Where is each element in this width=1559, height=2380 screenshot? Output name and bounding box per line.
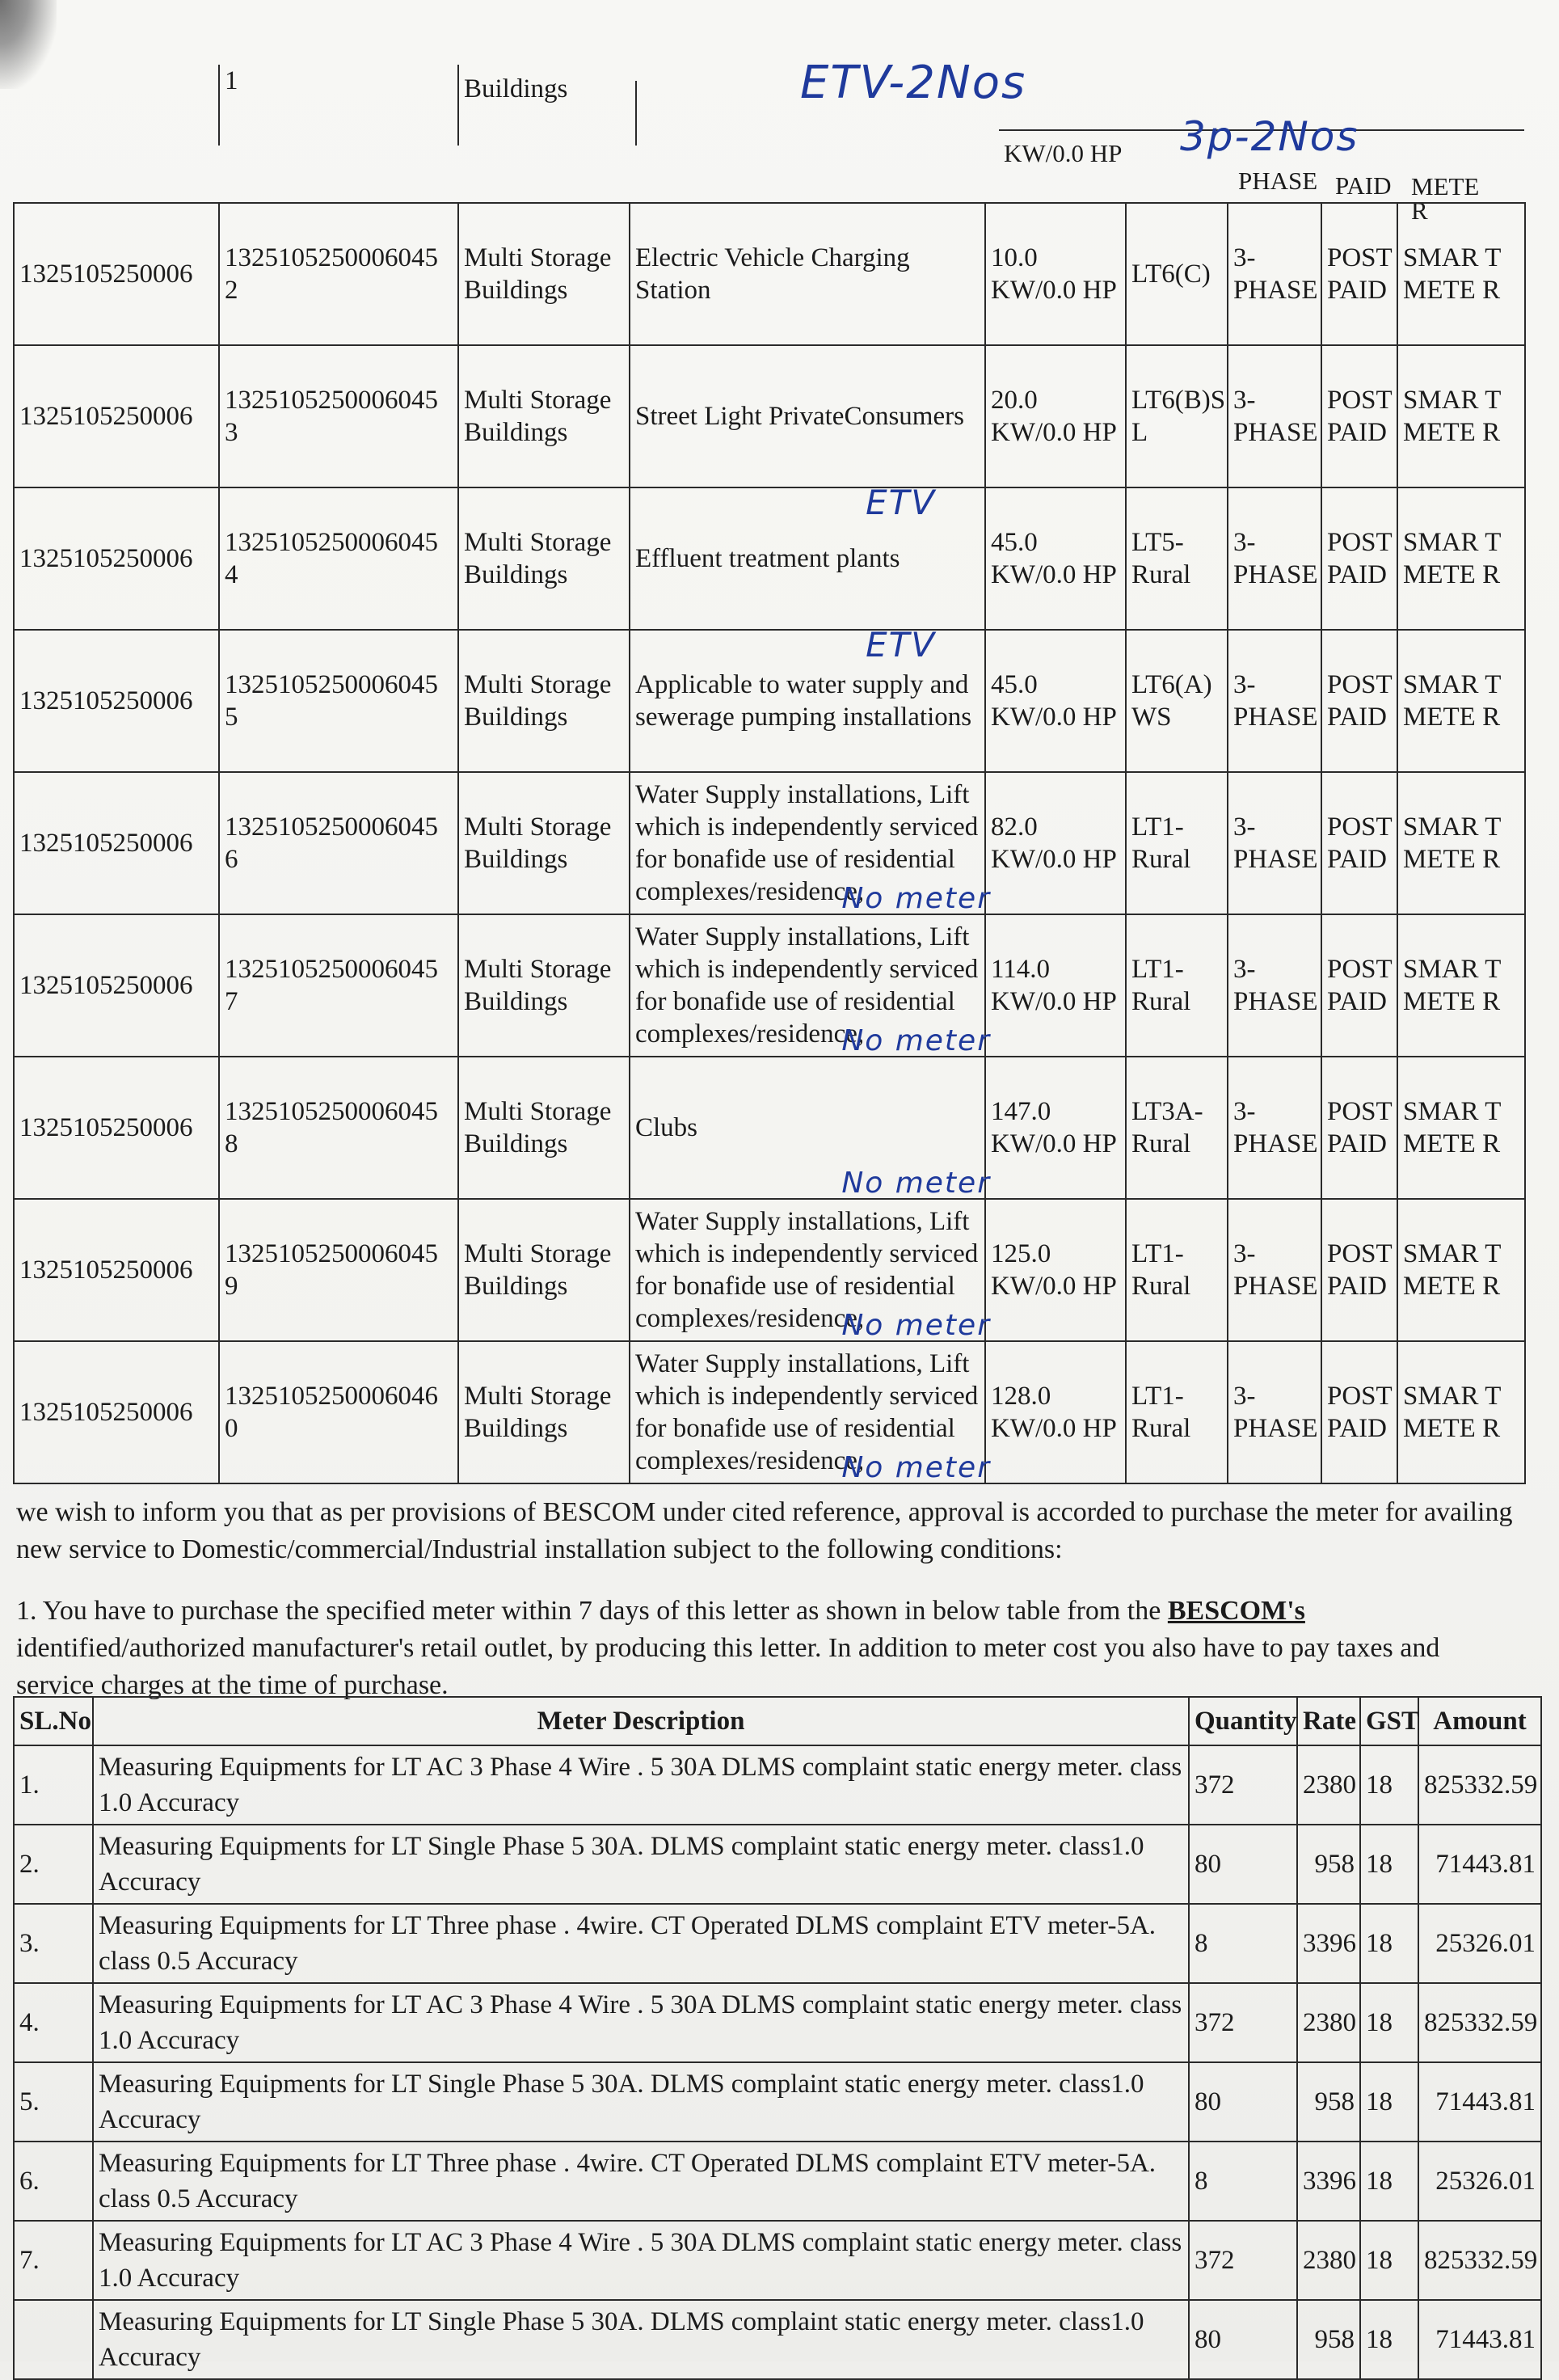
service-cell-load	[985, 1199, 1126, 1341]
service-cell-tariff	[1126, 630, 1228, 772]
payment-header: PAID	[1335, 171, 1392, 200]
meter-table-body	[14, 1745, 1541, 2379]
service-load-text: 147.0 KW/0.0 HP	[991, 1097, 1117, 1158]
service-cell-service	[219, 1199, 458, 1341]
service-cell-purpose	[630, 914, 991, 1057]
service-cell-payment	[1321, 345, 1397, 487]
meter-cell-desc: Measuring Equipments for LT AC 3 Phase 4 Wire . 5 30A DLMS complaint static energy meter. class 1.0 Accuracy	[93, 1983, 1189, 2062]
service-category-text: Multi Storage Buildings	[464, 243, 612, 305]
meter-cell-slno: 1.	[14, 1745, 93, 1825]
handwritten-note: No meter	[841, 1024, 991, 1057]
service-cell-phase	[1228, 345, 1321, 487]
service-cell-tariff	[1126, 772, 1228, 914]
meter-cell-rate: 2380	[1297, 2221, 1360, 2300]
service-cell-category	[458, 1199, 630, 1341]
service-cell-category	[458, 345, 630, 487]
rate-header: Rate	[1297, 1697, 1360, 1745]
service-cell-load	[985, 630, 1126, 772]
service-load-text: 45.0 KW/0.0 HP	[991, 670, 1117, 732]
service-cell-payment	[1321, 1341, 1397, 1483]
meter-cell-slno: 6.	[14, 2142, 93, 2221]
service-payment-text: POST PAID	[1327, 1097, 1393, 1158]
service-table	[13, 202, 1526, 1484]
meter-table	[13, 1696, 1542, 2380]
meter-cell-rate: 3396	[1297, 2142, 1360, 2221]
service-cell-phase	[1228, 1199, 1321, 1341]
service-purpose-text: Applicable to water supply and sewerage pumping installations	[635, 670, 972, 732]
meter-cell-qty: 80	[1189, 1825, 1297, 1904]
service-row	[14, 345, 1525, 487]
meter-cell-slno: 2.	[14, 1825, 93, 1904]
service-cell-account	[14, 1199, 219, 1341]
service-cell-category	[458, 203, 630, 345]
slno-header: SL.No	[14, 1697, 93, 1745]
handwritten-note: No meter	[841, 1167, 991, 1200]
meter-cell-gst: 18	[1360, 2142, 1418, 2221]
service-row	[14, 914, 1525, 1057]
service-category-text: Multi Storage Buildings	[464, 812, 612, 874]
service-cell-meter	[1397, 203, 1525, 345]
service-phase-text: 3- PHASE	[1233, 386, 1318, 447]
service-cell-category	[458, 772, 630, 914]
meter-cell-qty: 372	[1189, 2221, 1297, 2300]
service-payment-text: POST PAID	[1327, 243, 1393, 305]
condition-1-end: identified/authorized manufacturer's retail outlet, by producing this letter. In addition to meter cost you also have to pay taxes and service charges at the time of purchase.	[16, 1633, 1440, 1700]
service-phase-text: 3- PHASE	[1233, 243, 1318, 305]
service-payment-text: POST PAID	[1327, 528, 1393, 589]
service-account-text: 1325105250006	[19, 1398, 193, 1427]
meter-cell-amount: 25326.01	[1418, 2142, 1541, 2221]
service-cell-load	[985, 345, 1126, 487]
service-cell-meter	[1397, 345, 1525, 487]
service-service-text: 1325105250006045 2	[225, 243, 438, 305]
service-load-text: 10.0 KW/0.0 HP	[991, 243, 1117, 305]
service-account-text: 1325105250006	[19, 971, 193, 1000]
meter-cell-qty: 372	[1189, 1745, 1297, 1825]
meter-row	[14, 1904, 1541, 1983]
service-cell-account	[14, 1057, 219, 1199]
header-divider	[218, 65, 220, 146]
service-cell-phase	[1228, 1057, 1321, 1199]
meter-cell-gst: 18	[1360, 2062, 1418, 2142]
service-cell-phase	[1228, 772, 1321, 914]
service-cell-account	[14, 1341, 219, 1483]
service-cell-meter	[1397, 772, 1525, 914]
service-account-text: 1325105250006	[19, 402, 193, 431]
handwritten-3p-2nos: 3p-2Nos	[1180, 113, 1359, 160]
service-payment-text: POST PAID	[1327, 670, 1393, 732]
service-category-text: Multi Storage Buildings	[464, 528, 612, 589]
service-payment-text: POST PAID	[1327, 1382, 1393, 1443]
meter-cell-amount: 71443.81	[1418, 2300, 1541, 2379]
service-phase-text: 3- PHASE	[1233, 670, 1318, 732]
service-meter-text: SMAR T METE R	[1403, 386, 1501, 447]
intro-paragraph: we wish to inform you that as per provisions of BESCOM under cited reference, approval is accorded to purchase the meter for availing new service to Domestic/commercial/Industrial installation subject to the following conditions:	[16, 1497, 1513, 1564]
service-cell-tariff	[1126, 1199, 1228, 1341]
meter-cell-desc: Measuring Equipments for LT AC 3 Phase 4 Wire . 5 30A DLMS complaint static energy meter. class 1.0 Accuracy	[93, 1745, 1189, 1825]
meter-cell-desc: Measuring Equipments for LT Three phase . 4wire. CT Operated DLMS complaint ETV meter-5A. class 0.5 Accuracy	[93, 1904, 1189, 1983]
service-tariff-text: LT1- Rural	[1131, 812, 1191, 874]
service-cell-service	[219, 914, 458, 1057]
service-cell-account	[14, 914, 219, 1057]
service-row	[14, 1199, 1525, 1341]
meter-cell-desc: Measuring Equipments for LT Single Phase 5 30A. DLMS complaint static energy meter. class1.0 Accuracy	[93, 1825, 1189, 1904]
service-tariff-text: LT6(B)S L	[1131, 386, 1226, 447]
service-load-text: 20.0 KW/0.0 HP	[991, 386, 1117, 447]
service-cell-account	[14, 203, 219, 345]
service-service-text: 1325105250006045 3	[225, 386, 438, 447]
service-meter-text: SMAR T METE R	[1403, 1239, 1501, 1301]
meter-cell-slno: 3.	[14, 1904, 93, 1983]
service-cell-meter	[1397, 914, 1525, 1057]
service-cell-purpose	[630, 625, 985, 772]
service-service-text: 1325105250006045 6	[225, 812, 438, 874]
handwritten-note: ETV	[866, 625, 936, 665]
service-cell-service	[219, 345, 458, 487]
service-cell-purpose	[630, 1199, 991, 1342]
service-meter-text: SMAR T METE R	[1403, 670, 1501, 732]
service-cell-payment	[1321, 203, 1397, 345]
service-cell-account	[14, 630, 219, 772]
row-number: 1	[225, 66, 238, 95]
service-cell-tariff	[1126, 203, 1228, 345]
service-purpose-text: Electric Vehicle Charging Station	[635, 243, 910, 305]
service-purpose-text: Street Light PrivateConsumers	[635, 402, 964, 431]
service-account-text: 1325105250006	[19, 1113, 193, 1142]
bescom-link: BESCOM's	[1167, 1596, 1305, 1626]
header-divider	[635, 81, 637, 146]
meter-cell-qty: 80	[1189, 2300, 1297, 2379]
service-category-text: Multi Storage Buildings	[464, 1239, 612, 1301]
meter-cell-qty: 8	[1189, 1904, 1297, 1983]
meter-cell-rate: 2380	[1297, 1983, 1360, 2062]
meter-cell-gst: 18	[1360, 1745, 1418, 1825]
service-meter-text: SMAR T METE R	[1403, 243, 1501, 305]
service-load-text: 45.0 KW/0.0 HP	[991, 528, 1117, 589]
handwritten-note: ETV	[866, 483, 936, 522]
service-cell-category	[458, 487, 630, 630]
service-meter-text: SMAR T METE R	[1403, 812, 1501, 874]
meter-cell-amount: 825332.59	[1418, 2221, 1541, 2300]
service-row	[14, 630, 1525, 772]
service-cell-purpose	[630, 345, 985, 487]
service-cell-purpose	[630, 1341, 991, 1484]
service-cell-meter	[1397, 1199, 1525, 1341]
service-service-text: 1325105250006046 0	[225, 1382, 438, 1443]
service-cell-phase	[1228, 1341, 1321, 1483]
service-cell-service	[219, 203, 458, 345]
service-service-text: 1325105250006045 8	[225, 1097, 438, 1158]
category-fragment: Buildings	[464, 74, 568, 103]
meter-cell-desc: Measuring Equipments for LT Single Phase 5 30A. DLMS complaint static energy meter. class1.0 Accuracy	[93, 2300, 1189, 2379]
service-cell-payment	[1321, 772, 1397, 914]
meter-cell-rate: 2380	[1297, 1745, 1360, 1825]
service-payment-text: POST PAID	[1327, 812, 1393, 874]
service-cell-service	[219, 630, 458, 772]
service-tariff-text: LT5- Rural	[1131, 528, 1191, 589]
service-cell-purpose	[630, 203, 985, 345]
service-phase-text: 3- PHASE	[1233, 1382, 1318, 1443]
service-cell-category	[458, 1341, 630, 1483]
meter-cell-amount: 825332.59	[1418, 1745, 1541, 1825]
service-payment-text: POST PAID	[1327, 386, 1393, 447]
meter-table-header	[14, 1697, 1541, 1745]
service-cell-category	[458, 914, 630, 1057]
service-cell-service	[219, 1057, 458, 1199]
service-cell-payment	[1321, 914, 1397, 1057]
meter-cell-qty: 80	[1189, 2062, 1297, 2142]
service-purpose-text: Water Supply installations, Lift which is independently serviced for bonafide use of residential complexes/residence,	[635, 922, 979, 1049]
service-account-text: 1325105250006	[19, 1255, 193, 1285]
service-cell-account	[14, 487, 219, 630]
service-load-text: 125.0 KW/0.0 HP	[991, 1239, 1117, 1301]
service-cell-purpose	[630, 772, 991, 915]
service-phase-text: 3- PHASE	[1233, 812, 1318, 874]
meter-row	[14, 1825, 1541, 1904]
header-divider	[457, 65, 459, 146]
service-service-text: 1325105250006045 7	[225, 955, 438, 1016]
meter-cell-gst: 18	[1360, 1904, 1418, 1983]
service-category-text: Multi Storage Buildings	[464, 1382, 612, 1443]
meter-cell-slno: 4.	[14, 1983, 93, 2062]
load-fragment: KW/0.0 HP	[1004, 139, 1123, 167]
service-cell-tariff	[1126, 487, 1228, 630]
service-cell-load	[985, 487, 1126, 630]
service-account-text: 1325105250006	[19, 260, 193, 289]
service-account-text: 1325105250006	[19, 829, 193, 858]
service-tariff-text: LT3A- Rural	[1131, 1097, 1203, 1158]
service-row	[14, 772, 1525, 914]
meter-row	[14, 2142, 1541, 2221]
meter-cell-desc: Measuring Equipments for LT Single Phase 5 30A. DLMS complaint static energy meter. class1.0 Accuracy	[93, 2062, 1189, 2142]
service-account-text: 1325105250006	[19, 686, 193, 715]
meter-cell-gst: 18	[1360, 1983, 1418, 2062]
service-cell-phase	[1228, 914, 1321, 1057]
meter-cell-gst: 18	[1360, 1825, 1418, 1904]
service-purpose-text: Clubs	[635, 1113, 698, 1142]
meter-header: METE R	[1411, 172, 1480, 225]
gst-header: GST	[1360, 1697, 1418, 1745]
handwritten-note: No meter	[841, 1451, 991, 1484]
service-cell-service	[219, 1341, 458, 1483]
service-cell-load	[985, 772, 1126, 914]
service-purpose-text: Water Supply installations, Lift which is independently serviced for bonafide use of residential complexes/residence,	[635, 1349, 979, 1475]
meter-row	[14, 1745, 1541, 1825]
service-cell-payment	[1321, 1057, 1397, 1199]
handwritten-note: No meter	[841, 882, 991, 915]
meter-cell-slno	[14, 2300, 93, 2379]
service-phase-text: 3- PHASE	[1233, 1097, 1318, 1158]
meter-cell-rate: 958	[1297, 2062, 1360, 2142]
meter-cell-slno: 5.	[14, 2062, 93, 2142]
service-purpose-text: Effluent treatment plants	[635, 544, 900, 573]
condition-1-start: 1. You have to purchase the specified meter within 7 days of this letter as shown in below table from the	[16, 1596, 1168, 1626]
service-load-text: 114.0 KW/0.0 HP	[991, 955, 1117, 1016]
service-cell-category	[458, 630, 630, 772]
service-row	[14, 1057, 1525, 1199]
meter-cell-amount: 71443.81	[1418, 2062, 1541, 2142]
service-cell-meter	[1397, 630, 1525, 772]
service-phase-text: 3- PHASE	[1233, 955, 1318, 1016]
service-category-text: Multi Storage Buildings	[464, 386, 612, 447]
service-cell-payment	[1321, 1199, 1397, 1341]
service-purpose-text: Water Supply installations, Lift which is independently serviced for bonafide use of residential complexes/residence,	[635, 1207, 979, 1333]
service-tariff-text: LT1- Rural	[1131, 955, 1191, 1016]
handwritten-etv-2nos: ETV-2Nos	[800, 57, 1027, 109]
service-payment-text: POST PAID	[1327, 1239, 1393, 1301]
service-cell-tariff	[1126, 345, 1228, 487]
service-category-text: Multi Storage Buildings	[464, 955, 612, 1016]
service-payment-text: POST PAID	[1327, 955, 1393, 1016]
meter-cell-desc: Measuring Equipments for LT Three phase . 4wire. CT Operated DLMS complaint ETV meter-5A. class 0.5 Accuracy	[93, 2142, 1189, 2221]
service-service-text: 1325105250006045 9	[225, 1239, 438, 1301]
service-account-text: 1325105250006	[19, 544, 193, 573]
meter-row	[14, 2221, 1541, 2300]
phase-header: PHASE	[1238, 167, 1318, 195]
service-cell-phase	[1228, 203, 1321, 345]
service-tariff-text: LT6(C)	[1131, 260, 1211, 289]
meter-cell-amount: 25326.01	[1418, 1904, 1541, 1983]
service-category-text: Multi Storage Buildings	[464, 1097, 612, 1158]
service-phase-text: 3- PHASE	[1233, 1239, 1318, 1301]
service-cell-load	[985, 1057, 1126, 1199]
service-cell-phase	[1228, 487, 1321, 630]
service-cell-service	[219, 772, 458, 914]
service-meter-text: SMAR T METE R	[1403, 955, 1501, 1016]
meter-row	[14, 1983, 1541, 2062]
service-row	[14, 1341, 1525, 1483]
meter-cell-gst: 18	[1360, 2300, 1418, 2379]
service-cell-load	[985, 1341, 1126, 1483]
service-purpose-text: Water Supply installations, Lift which is independently serviced for bonafide use of residential complexes/residence,	[635, 780, 979, 906]
service-load-text: 82.0 KW/0.0 HP	[991, 812, 1117, 874]
service-service-text: 1325105250006045 4	[225, 528, 438, 589]
description-header: Meter Description	[93, 1697, 1189, 1745]
service-cell-load	[985, 203, 1126, 345]
service-cell-phase	[1228, 630, 1321, 772]
service-cell-meter	[1397, 1057, 1525, 1199]
service-meter-text: SMAR T METE R	[1403, 1097, 1501, 1158]
meter-row	[14, 2300, 1541, 2379]
service-meter-text: SMAR T METE R	[1403, 528, 1501, 589]
service-tariff-text: LT1- Rural	[1131, 1382, 1191, 1443]
service-row	[14, 487, 1525, 630]
service-cell-account	[14, 345, 219, 487]
meter-cell-rate: 3396	[1297, 1904, 1360, 1983]
service-table-body	[14, 203, 1525, 1483]
handwritten-note: No meter	[841, 1309, 991, 1342]
meter-cell-amount: 71443.81	[1418, 1825, 1541, 1904]
service-cell-tariff	[1126, 1057, 1228, 1199]
service-tariff-text: LT1- Rural	[1131, 1239, 1191, 1301]
service-tariff-text: LT6(A) WS	[1131, 670, 1212, 732]
service-cell-meter	[1397, 1341, 1525, 1483]
page-corner-shadow	[0, 0, 57, 89]
service-cell-load	[985, 914, 1126, 1057]
meter-cell-rate: 958	[1297, 1825, 1360, 1904]
service-service-text: 1325105250006045 5	[225, 670, 438, 732]
meter-cell-amount: 825332.59	[1418, 1983, 1541, 2062]
service-row	[14, 203, 1525, 345]
service-cell-meter	[1397, 487, 1525, 630]
meter-cell-qty: 372	[1189, 1983, 1297, 2062]
meter-cell-desc: Measuring Equipments for LT AC 3 Phase 4 Wire . 5 30A DLMS complaint static energy meter. class 1.0 Accuracy	[93, 2221, 1189, 2300]
meter-row	[14, 2062, 1541, 2142]
service-cell-category	[458, 1057, 630, 1199]
service-cell-payment	[1321, 630, 1397, 772]
service-cell-purpose	[630, 483, 985, 630]
service-cell-tariff	[1126, 1341, 1228, 1483]
service-load-text: 128.0 KW/0.0 HP	[991, 1382, 1117, 1443]
service-meter-text: SMAR T METE R	[1403, 1382, 1501, 1443]
condition-1	[16, 1593, 1519, 1704]
amount-header: Amount	[1418, 1697, 1541, 1745]
service-cell-purpose	[630, 1057, 991, 1200]
meter-cell-rate: 958	[1297, 2300, 1360, 2379]
meter-cell-gst: 18	[1360, 2221, 1418, 2300]
service-cell-tariff	[1126, 914, 1228, 1057]
service-phase-text: 3- PHASE	[1233, 528, 1318, 589]
meter-cell-qty: 8	[1189, 2142, 1297, 2221]
service-cell-payment	[1321, 487, 1397, 630]
service-category-text: Multi Storage Buildings	[464, 670, 612, 732]
service-cell-service	[219, 487, 458, 630]
service-cell-account	[14, 772, 219, 914]
meter-cell-slno: 7.	[14, 2221, 93, 2300]
quantity-header: Quantity	[1189, 1697, 1297, 1745]
